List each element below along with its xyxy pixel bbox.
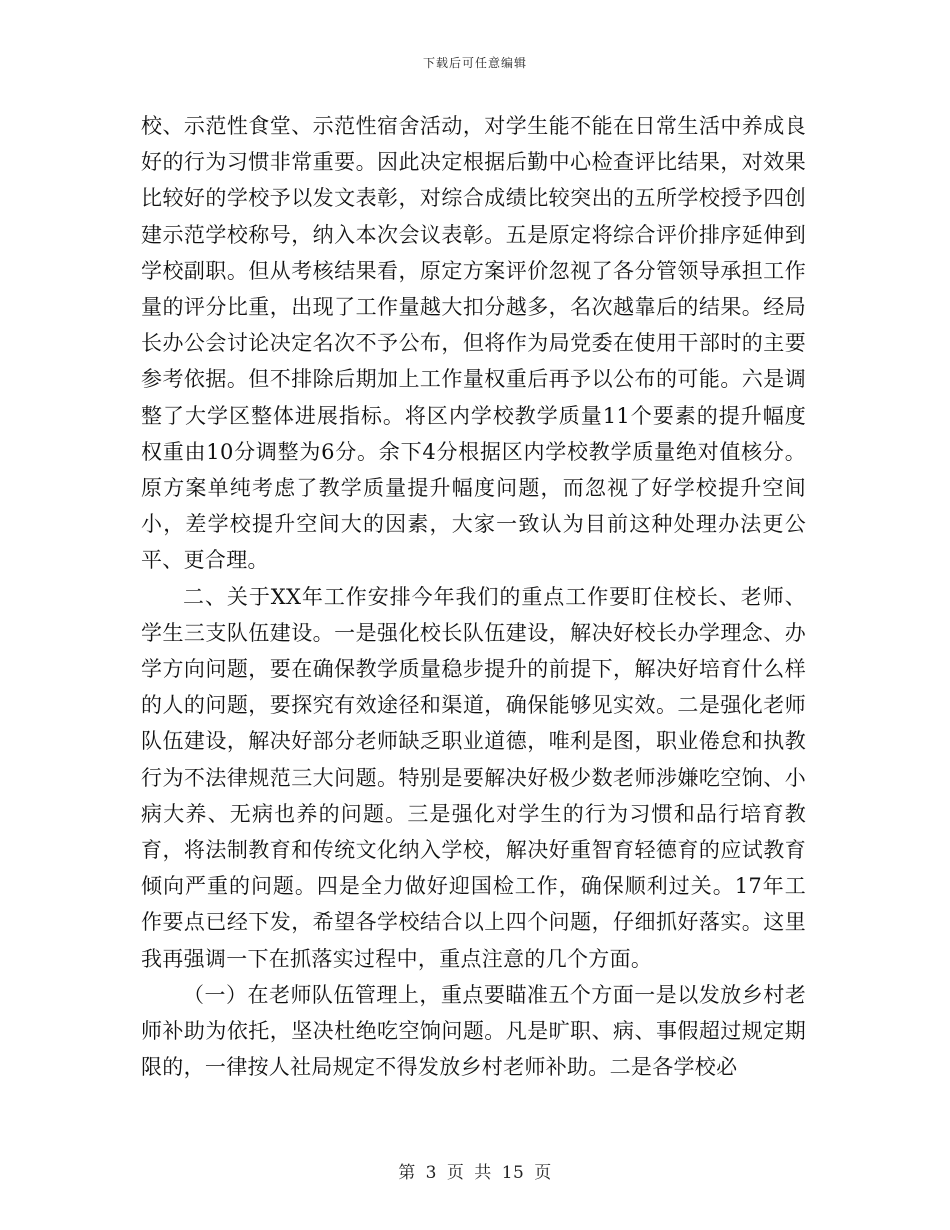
- document-body: [141, 108, 806, 1085]
- body-paragraph: 二、关于XX年工作安排今年我们的重点工作要盯住校长、老师、学生三支队伍建设。一是强化校长队伍建设，解决好校长办学理念、办学方向问题，要在确保教学质量稳步提升的前提下，解决好培育什么样的人的问题，要探究有效途径和渠道，确保能够见实效。二是强化老师队伍建设，解决好部分老师缺乏职业道德，唯利是图，职业倦怠和执教行为不法律规范三大问题。特别是要解决好极少数老师涉嫌吃空饷、小病大养、无病也养的问题。三是强化对学生的行为习惯和品行培育教育，将法制教育和传统文化纳入学校，解决好重智育轻德育的应试教育倾向严重的问题。四是全力做好迎国检工作，确保顺利过关。17年工作要点已经下发，希望各学校结合以上四个问题，仔细抓好落实。这里我再强调一下在抓落实过程中，重点注意的几个方面。: [141, 584, 806, 971]
- page-number: 第 3 页 共 15 页: [398, 1163, 552, 1183]
- body-paragraph: 校、示范性食堂、示范性宿舍活动，对学生能不能在日常生活中养成良好的行为习惯非常重要。因此决定根据后勤中心检查评比结果，对效果比较好的学校予以发文表彰，对综合成绩比较突出的五所学校授予四创建示范学校称号，纳入本次会议表彰。五是原定将综合评价排序延伸到学校副职。但从考核结果看，原定方案评价忽视了各分管领导承担工作量的评分比重，出现了工作量越大扣分越多，名次越靠后的结果。经局长办公会讨论决定名次不予公布，但将作为局党委在使用干部时的主要参考依据。但不排除后期加上工作量权重后再予以公布的可能。六是调整了大学区整体进展指标。将区内学校教学质量11个要素的提升幅度权重由10分调整为6分。余下4分根据区内学校教学质量绝对值核分。原方案单纯考虑了教学质量提升幅度问题，而忽视了好学校提升空间小，差学校提升空间大的因素，大家一致认为目前这种处理办法更公平、更合理。: [141, 114, 806, 573]
- body-paragraph: （一）在老师队伍管理上，重点要瞄准五个方面一是以发放乡村老师补助为依托，坚决杜绝吃空饷问题。凡是旷职、病、事假超过规定期限的，一律按人社局规定不得发放乡村老师补助。二是各学校必: [141, 982, 806, 1080]
- page-header-note: 下载后可任意编辑: [422, 56, 527, 70]
